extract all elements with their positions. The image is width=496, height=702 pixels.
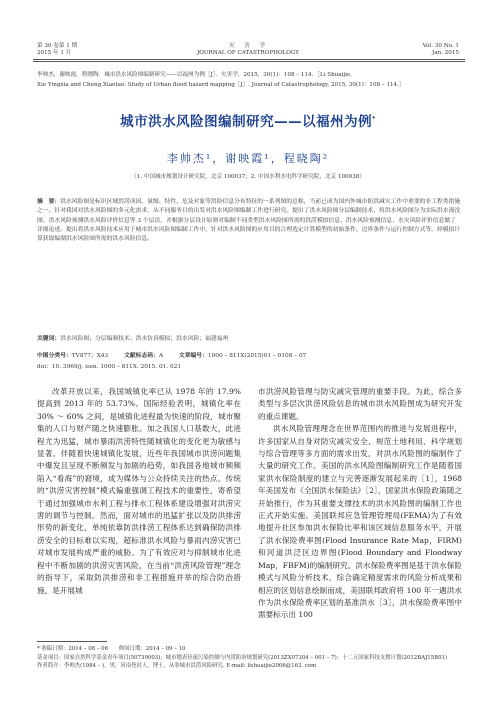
code-label: 文献标志码： bbox=[124, 353, 159, 359]
header-issue-en bbox=[423, 43, 459, 57]
footnote-received: * 收稿日期：2014 – 08 – 06 修回日期：2014 – 09 – 10 bbox=[37, 646, 186, 652]
article-no-label: 文章编号： bbox=[178, 353, 208, 359]
footnote-author-bio: 作者简介：李帅杰(1984 – )，男，河南登封人，博士，从事城市洪涝风险研究. E-mail: lishuaijie2006@163. com bbox=[37, 663, 317, 670]
journal-name-en: JOURNAL OF CATASTROPHOLOGY bbox=[197, 50, 299, 56]
body-column-right bbox=[258, 386, 462, 622]
journal-name-cn: 灾 害 学 bbox=[229, 43, 267, 49]
body-paragraph: 洪水风险管理理念在世界范围内的推进与发展进程中，许多国家从自身对防灾减灾安全、规范土地利用、科学规划与综合管理等多方面的需求出发，对洪水风险图的编制作了大量的研究工作。美国的洪水风险图编制研究工作是随着国家洪水保险制度的建立与完善逐渐发展起来的［1］，1968 年美国发布《全国洪水保险法》［2］，国家洪水保险政策随之开始推行，作为其重要支撑技术的洪水风险图的编制工作也正式开始实施。美国联邦应急管理管理局(FEMA)为了有效地提升社区参加洪水保险比率和该区域信息服务水平，开展了洪水保险费率图(Flood Insurance Rate Map，FIRM)和河道洪泛区边界图(Flood Boundary and Floodway Map，FBFM)的编制研究。洪水保险费率图是基于洪水保险模式与风险分析技术，综合确定精度需求的风险分析成果和相应的区划信息绘制而成，美国联邦政府将 100 年一遇洪水作为洪水保险费率区划的基准洪水［3］，洪水保险费率图中需要标示出 100 bbox=[258, 424, 462, 620]
header-date-en: Jan. 2015 bbox=[432, 50, 459, 56]
article-meta bbox=[37, 350, 320, 359]
body-paragraph: 改革开放以来，我国城镇化率已从 1978 年的 17.9% 提高到 2013 年的 53.73%。国际经验表明，城镇化率在 30% ～ 60% 之间，是城镇化进程最为快速的阶段，城市聚集的人口与财产随之快速膨胀。加之我国人口基数大，此进程尤为迅猛，城市暴雨洪涝特性随城镇化的变化更为敏感与显著。伴随着快速城镇化发展，近些年我国城市洪涝问题集中爆发且呈现不断频发与加剧的趋势，如我国各地城市频频陷入“看海”的窘境，成为媒体与公众持续关注的热点。传统的“洪涝灾害控制”模式偏重强调工程技术的重要性，寄希望于通过加强城市水利工程与排水工程体系建设增强对洪涝灾害的调节与控制。然而，面对城市的迅猛扩张以及防洪排涝形势的新变化，单纯依靠防洪排涝工程体系达到确保防洪排涝安全的目标难以实现，超标准洪水风险与暴雨内涝灾害已对城市发展构成严重的威胁。为了有效应对与抑制城市化进程中不断加剧的洪涝灾害风险，在当前“洪涝风险管理”理念的指导下，采取防洪排涝和非工程措施并举的综合防治措施，是开展城 bbox=[37, 387, 241, 595]
keywords-label: 关键词： bbox=[37, 336, 61, 342]
body-paragraph: 市洪涝风险管理与防灾减灾管理的重要手段。为此，综合多类型与多层次洪涝风险信息的城市洪水风险图成为研究开发的重点课题。 bbox=[258, 387, 462, 421]
paper-title-text: 城市洪水风险图编制研究——以福州为例 bbox=[120, 114, 373, 130]
footnote-funding: 基金项目：国家自然科学基金青年项目(50739003)；城市地表径流污染控制与内涝防治规划研究(2013ZX07304 – 001 – 7)；十二五国家科技支撑计划(2012BAJ15B01) bbox=[37, 654, 448, 661]
doi: doi：10. 3969/j. issn. 1000 – 811X. 2015. 01. 021 bbox=[37, 364, 182, 370]
clc-number bbox=[37, 350, 108, 359]
abstract-text: 洪水风险图是标识区域洪涝成因、量级、特性、危及对象等洪险信息分布特征的一系列图的总称，当前已成为国内外城市防洪减灾工作中重要的非工程类措施之一。针对我国对洪水风险图的多元化需求，从不同服务目的出发对洪水风险图编制工作进行研究。提出了洪水风险图分层编制技术，将洪水风险图分为实际洪水淹没图、洪水风险预测洪水风险评价信息等 3 个层次，并根据分层设计原则对编制不同类型洪水风险图所需的洪涝模拟信息、洪水风险预测信息、水灾风险评价信息做了详细论述。提出将洪水风险技术应用于城市洪水风险图编制工作中，针对洪水风险图的应用目的合理选定计算模型的初始条件、边界条件与运行控制方式等。经模拟计算获取编制洪水风险图所需的洪水风险信息。 bbox=[37, 199, 461, 243]
header-volume-en: Vol. 30 No. 1 bbox=[422, 43, 459, 49]
document-code bbox=[124, 350, 163, 359]
header-rule-thin bbox=[33, 61, 465, 62]
code-value: A bbox=[158, 353, 164, 359]
article-no-value: 1000 – 811X(2015)01 – 0108 – 07 bbox=[207, 353, 307, 359]
abstract-label: 摘 要： bbox=[37, 199, 61, 205]
citation-en: Xie Yingxia and Cheng Xiaotao. Study of Urban flood hazard mapping［J］. Journal of Catastrophology, 2015, 30(1)：108 – 114.］ bbox=[37, 81, 405, 88]
abstract bbox=[37, 198, 461, 244]
keywords bbox=[37, 335, 461, 344]
keywords-text: 洪水风险图；分层编制技术；洪水仿真模拟；洪水风险；福建福州 bbox=[60, 336, 229, 342]
footnote-rule bbox=[37, 641, 107, 642]
footnote bbox=[37, 645, 463, 671]
affiliations: （1. 中国城市规划设计研究院，北京 100037；2. 中国水利水电科学研究院，北京 100038） bbox=[131, 174, 365, 180]
title-footnote-mark: * bbox=[372, 115, 376, 123]
citation-cn: 李帅杰，谢映霞，程晓陶．城市洪水风险图编制研究——以福州为例［J］．灾害学，2015，30(1)：108 – 114．［Li Shuaijie, bbox=[37, 72, 353, 78]
header-volume: 第 30 卷第 1 期 bbox=[37, 43, 78, 49]
clc-value: TV877；X43 bbox=[71, 353, 109, 359]
article-number bbox=[179, 350, 306, 359]
header-rule bbox=[33, 59, 465, 60]
citation-block bbox=[37, 71, 463, 90]
paper-title bbox=[0, 110, 496, 130]
clc-label: 中图分类号： bbox=[37, 353, 72, 359]
header-date: 2015 年 1 月 bbox=[37, 50, 72, 56]
body-column-left bbox=[37, 386, 241, 597]
authors: 李帅杰¹，谢映霞¹，程晓陶² bbox=[166, 152, 330, 165]
